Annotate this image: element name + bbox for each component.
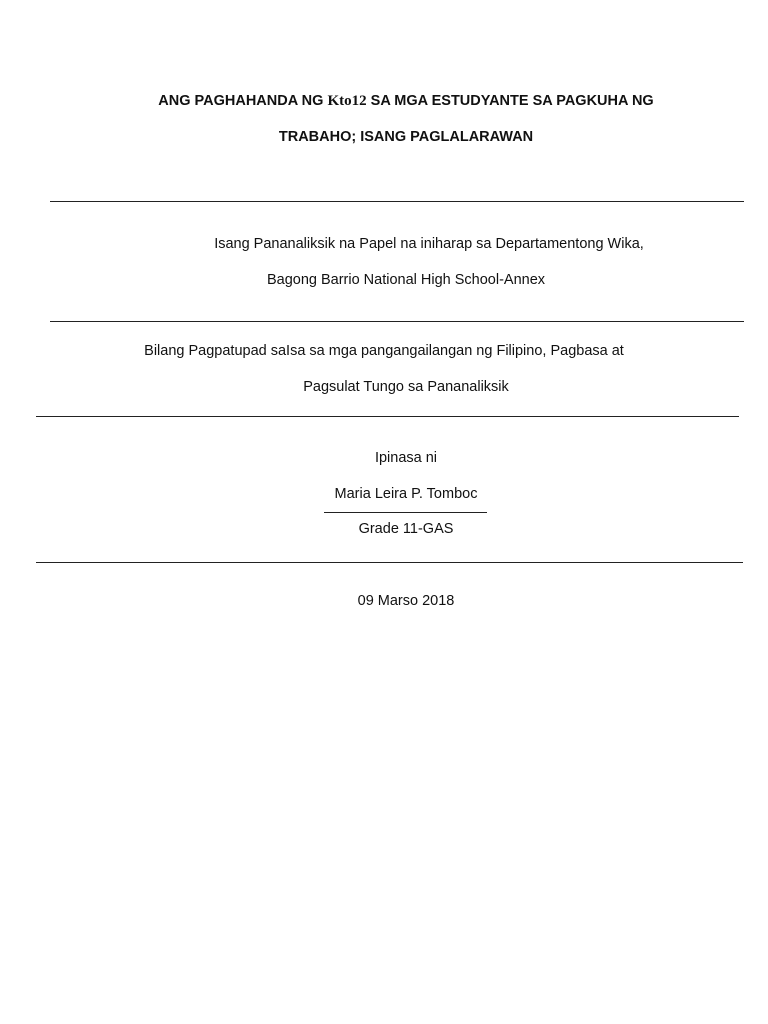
submission-line-2: Bagong Barrio National High School-Annex <box>266 272 546 288</box>
submission-date: 09 Marso 2018 <box>357 593 455 609</box>
requirement-line-1: Bilang Pagpatupad saIsa sa mga pangangailangan ng Filipino, Pagbasa at <box>144 343 624 359</box>
submitted-by-label: Ipinasa ni <box>374 450 438 466</box>
divider-4 <box>36 562 743 563</box>
author-underline <box>324 512 487 513</box>
title-part-kto12: Kto12 <box>327 93 367 109</box>
divider-2 <box>50 321 744 322</box>
submission-line-1: Isang Pananaliksik na Papel na iniharap sa Departamentong Wika, <box>214 236 644 252</box>
author-grade: Grade 11-GAS <box>358 521 454 537</box>
title-line-1 <box>22 93 768 110</box>
requirement-line-2: Pagsulat Tungo sa Pananaliksik <box>303 379 509 395</box>
title-part-3: SA MGA ESTUDYANTE SA PAGKUHA NG <box>366 93 654 109</box>
title-part-1: ANG PAGHAHANDA NG <box>158 93 328 109</box>
divider-1 <box>50 201 744 202</box>
title-line-2: TRABAHO; ISANG PAGLALARAWAN <box>278 129 534 145</box>
divider-3 <box>36 416 739 417</box>
author-name: Maria Leira P. Tomboc <box>334 486 478 502</box>
